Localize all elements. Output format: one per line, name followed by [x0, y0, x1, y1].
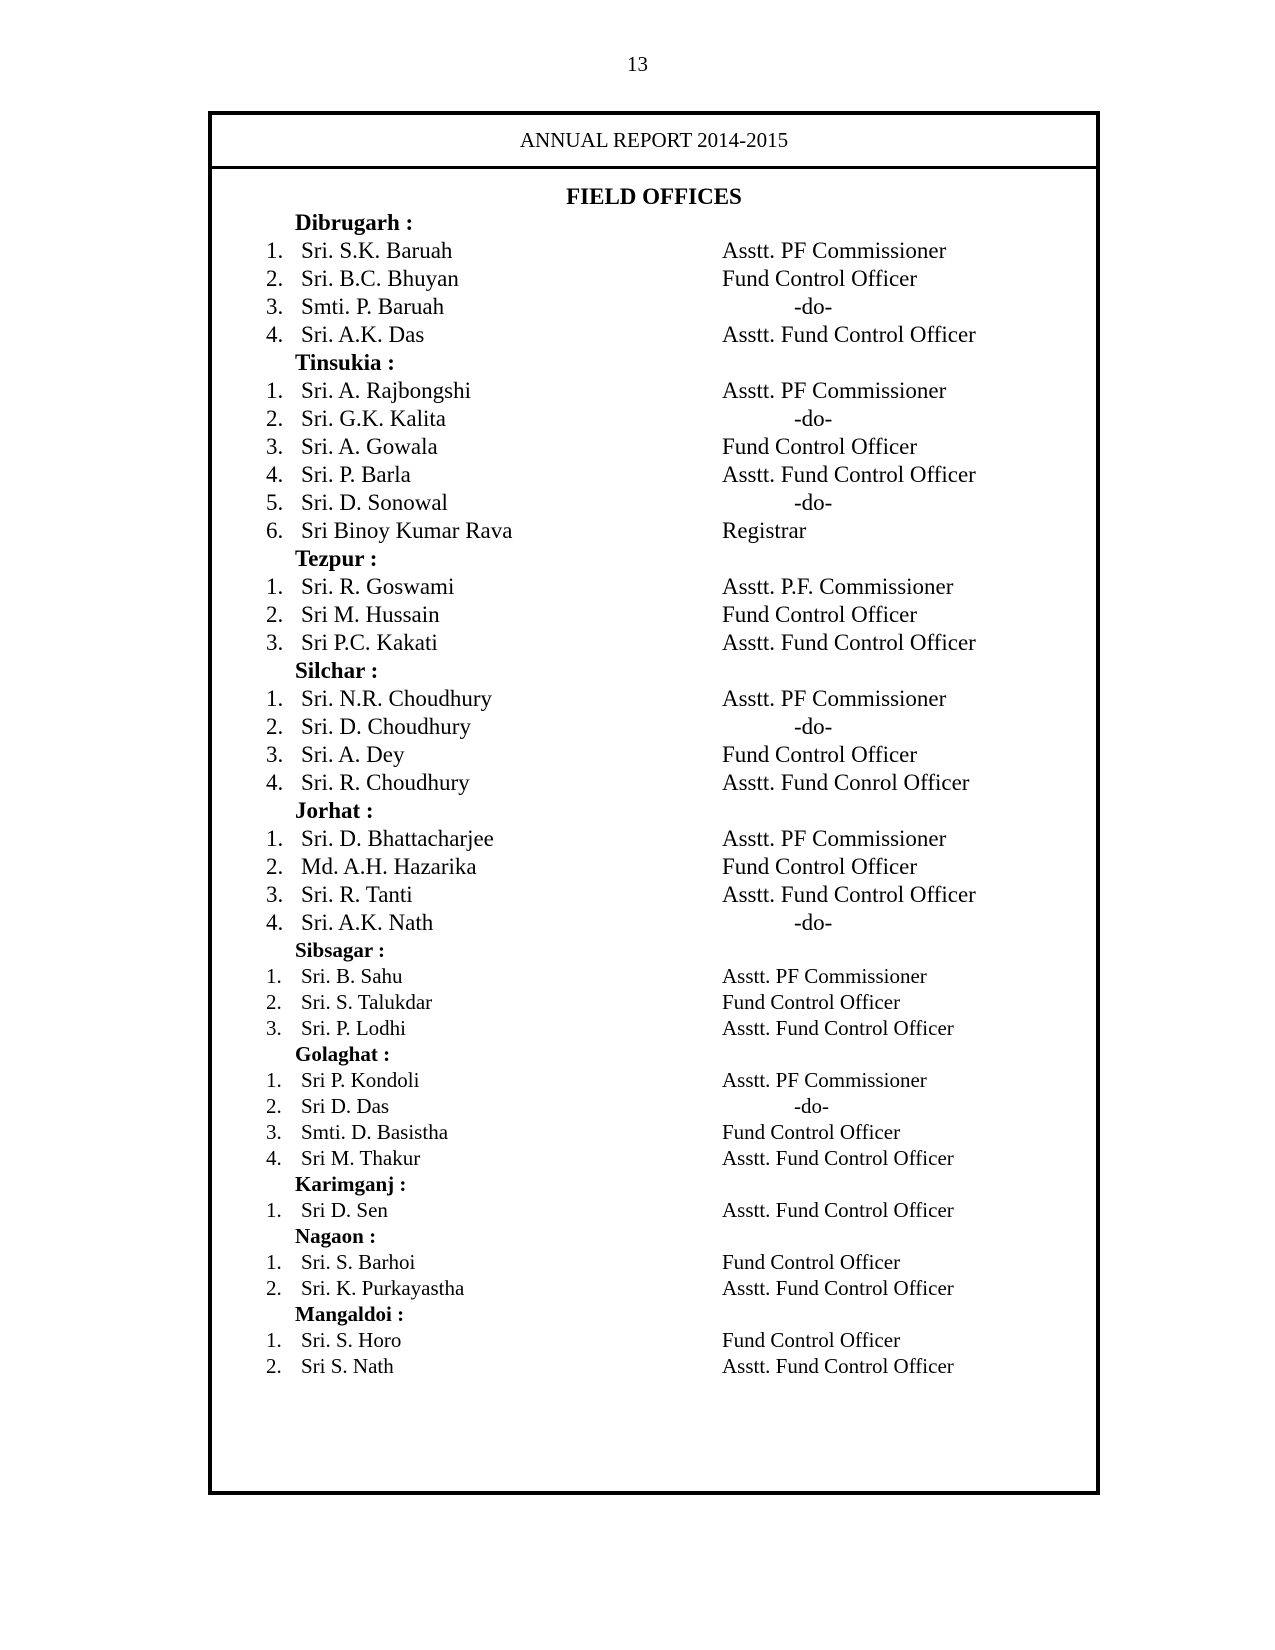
office-heading: Tezpur : [295, 546, 378, 571]
officer-name: Sri. A.K. Nath [301, 910, 434, 935]
serial-number: 2. [266, 266, 284, 291]
serial-number: 6. [266, 518, 284, 543]
officer-name: Sri P. Kondoli [301, 1068, 420, 1092]
serial-number: 2. [266, 1094, 282, 1118]
designation: Fund Control Officer [722, 266, 918, 291]
serial-number: 1. [266, 1250, 282, 1274]
officer-name: Sri. P. Lodhi [301, 1016, 407, 1040]
serial-number: 1. [266, 686, 284, 711]
serial-number: 3. [266, 434, 284, 459]
designation: -do- [794, 1094, 829, 1118]
designation: Asstt. Fund Control Officer [722, 1198, 954, 1222]
designation: Fund Control Officer [722, 1328, 901, 1352]
serial-number: 3. [266, 1120, 282, 1144]
office-heading: Mangaldoi : [295, 1302, 405, 1326]
designation: -do- [794, 294, 833, 319]
designation: Asstt. PF Commissioner [722, 1068, 927, 1092]
designation: Asstt. PF Commissioner [722, 238, 947, 263]
officer-name: Sri. A.K. Das [301, 322, 425, 347]
office-heading: Karimganj : [295, 1172, 407, 1196]
designation: Asstt. Fund Control Officer [722, 882, 976, 907]
designation: Registrar [722, 518, 807, 543]
serial-number: 3. [266, 294, 284, 319]
designation: Asstt. Fund Control Officer [722, 1146, 954, 1170]
officer-name: Sri. R. Choudhury [301, 770, 470, 795]
designation: Fund Control Officer [722, 854, 918, 879]
officer-name: Sri. D. Sonowal [301, 490, 448, 515]
designation: Asstt. Fund Control Officer [722, 1276, 954, 1300]
office-heading: Dibrugarh : [295, 210, 414, 235]
serial-number: 3. [266, 1016, 282, 1040]
designation: -do- [794, 910, 833, 935]
serial-number: 1. [266, 1198, 282, 1222]
office-heading: Sibsagar : [295, 938, 386, 962]
officer-name: Sri. K. Purkayastha [301, 1276, 465, 1300]
serial-number: 2. [266, 406, 284, 431]
officer-name: Sri M. Hussain [301, 602, 440, 627]
officer-name: Sri. S. Talukdar [301, 990, 433, 1014]
serial-number: 2. [266, 1354, 282, 1378]
serial-number: 4. [266, 770, 284, 795]
office-heading: Jorhat : [295, 798, 374, 823]
designation: Asstt. PF Commissioner [722, 378, 947, 403]
officer-name: Sri D. Sen [301, 1198, 388, 1222]
serial-number: 4. [266, 1146, 282, 1170]
designation: -do- [794, 714, 833, 739]
designation: Fund Control Officer [722, 1250, 901, 1274]
officer-name: Sri M. Thakur [301, 1146, 421, 1170]
designation: Fund Control Officer [722, 602, 918, 627]
serial-number: 2. [266, 854, 284, 879]
serial-number: 1. [266, 574, 284, 599]
designation: Asstt. Fund Conrol Officer [722, 770, 970, 795]
serial-number: 5. [266, 490, 284, 515]
office-heading: Silchar : [295, 658, 379, 683]
office-heading: Golaghat : [295, 1042, 391, 1066]
designation: Fund Control Officer [722, 742, 918, 767]
officer-name: Sri. N.R. Choudhury [301, 686, 493, 711]
serial-number: 2. [266, 714, 284, 739]
serial-number: 1. [266, 238, 284, 263]
designation: Asstt. PF Commissioner [722, 826, 947, 851]
serial-number: 4. [266, 322, 284, 347]
designation: Asstt. Fund Control Officer [722, 1016, 954, 1040]
designation: Asstt. Fund Control Officer [722, 1354, 954, 1378]
officer-name: Sri. P. Barla [301, 462, 411, 487]
serial-number: 4. [266, 462, 284, 487]
officer-name: Sri. A. Gowala [301, 434, 438, 459]
designation: Asstt. PF Commissioner [722, 964, 927, 988]
officer-name: Sri P.C. Kakati [301, 630, 438, 655]
officer-name: Sri D. Das [301, 1094, 390, 1118]
page-number: 13 [627, 52, 648, 76]
officer-name: Sri. A. Rajbongshi [301, 378, 471, 403]
serial-number: 3. [266, 882, 284, 907]
serial-number: 1. [266, 378, 284, 403]
office-heading: Tinsukia : [295, 350, 395, 375]
officer-name: Sri. A. Dey [301, 742, 405, 767]
report-frame [208, 111, 1100, 1495]
serial-number: 4. [266, 910, 284, 935]
field-offices-list [212, 210, 1096, 1380]
designation: -do- [794, 490, 833, 515]
serial-number: 2. [266, 602, 284, 627]
serial-number: 1. [266, 1068, 282, 1092]
serial-number: 1. [266, 826, 284, 851]
officer-name: Sri. B. Sahu [301, 964, 403, 988]
officer-name: Sri. D. Choudhury [301, 714, 471, 739]
serial-number: 1. [266, 1328, 282, 1352]
officer-name: Sri Binoy Kumar Rava [301, 518, 513, 543]
officer-name: Sri. D. Bhattacharjee [301, 826, 494, 851]
designation: -do- [794, 406, 833, 431]
officer-name: Sri. R. Tanti [301, 882, 413, 907]
designation: Asstt. Fund Control Officer [722, 462, 976, 487]
designation: Asstt. P.F. Commissioner [722, 574, 954, 599]
serial-number: 2. [266, 1276, 282, 1300]
officer-name: Sri. G.K. Kalita [301, 406, 447, 431]
officer-name: Smti. D. Basistha [301, 1120, 449, 1144]
officer-name: Md. A.H. Hazarika [301, 854, 477, 879]
officer-name: Sri. S. Barhoi [301, 1250, 416, 1274]
officer-name: Sri. S.K. Baruah [301, 238, 453, 263]
designation: Fund Control Officer [722, 1120, 901, 1144]
serial-number: 3. [266, 630, 284, 655]
officer-name: Sri S. Nath [301, 1354, 394, 1378]
officer-name: Sri. S. Horo [301, 1328, 402, 1352]
office-heading: Nagaon : [295, 1224, 377, 1248]
serial-number: 1. [266, 964, 282, 988]
serial-number: 3. [266, 742, 284, 767]
serial-number: 2. [266, 990, 282, 1014]
designation: Fund Control Officer [722, 990, 901, 1014]
designation: Asstt. PF Commissioner [722, 686, 947, 711]
report-header: ANNUAL REPORT 2014-2015 [212, 115, 1096, 169]
designation: Asstt. Fund Control Officer [722, 322, 976, 347]
section-title: FIELD OFFICES [566, 184, 742, 209]
designation: Asstt. Fund Control Officer [722, 630, 976, 655]
officer-name: Sri. R. Goswami [301, 574, 455, 599]
designation: Fund Control Officer [722, 434, 918, 459]
officer-name: Sri. B.C. Bhuyan [301, 266, 459, 291]
officer-name: Smti. P. Baruah [301, 294, 445, 319]
